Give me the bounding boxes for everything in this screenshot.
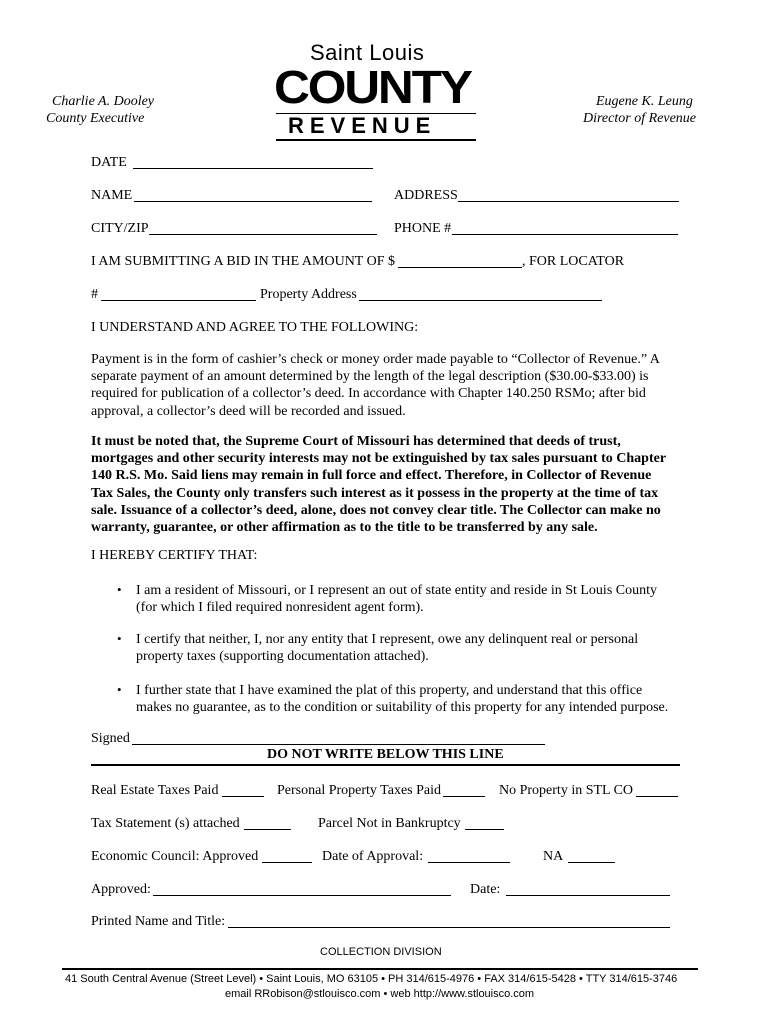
- approved-field[interactable]: [153, 895, 451, 896]
- name-field[interactable]: [134, 201, 372, 202]
- date-field[interactable]: [133, 168, 373, 169]
- printed-name-label: Printed Name and Title:: [91, 914, 226, 929]
- phone-label: PHONE #: [394, 221, 452, 236]
- logo-county: COUNTY: [274, 61, 471, 113]
- personal-property-field[interactable]: [443, 796, 485, 797]
- phone-field[interactable]: [452, 234, 678, 235]
- bullet-icon: •: [117, 631, 122, 646]
- date-of-approval-field[interactable]: [428, 862, 510, 863]
- na-field[interactable]: [568, 862, 615, 863]
- printed-name-field[interactable]: [228, 927, 670, 928]
- signature-field[interactable]: [132, 744, 545, 745]
- logo-saint-louis: Saint Louis: [310, 40, 425, 65]
- date-label: DATE: [91, 155, 127, 170]
- divider: [91, 764, 680, 766]
- logo-revenue: REVENUE: [288, 113, 437, 138]
- certify-item-plat: I further state that I have examined the plat of this property, and understand that this office makes no guarantee, as to the condition or suitability of this property for any intended purpose.: [136, 683, 669, 716]
- real-estate-field[interactable]: [222, 796, 264, 797]
- na-label: NA: [543, 849, 564, 864]
- payment-paragraph: Payment is in the form of cashier’s check or money order made payable to “Collector of Revenue.” A separate payment of an amount determined by the length of the legal description ($30.00-$33.00) is required for publication of a collector’s deed. In accordance with Chapter 140.250 RSMo; after bid approval, a collector’s deed will be recorded and issued.: [91, 352, 660, 419]
- tax-statement-label: Tax Statement (s) attached: [91, 816, 240, 831]
- property-address-label: Property Address: [260, 287, 357, 302]
- date-approved-field[interactable]: [506, 895, 670, 896]
- approved-label: Approved:: [91, 882, 151, 897]
- signed-label: Signed: [91, 731, 130, 746]
- no-property-field[interactable]: [636, 796, 678, 797]
- agree-heading: I UNDERSTAND AND AGREE TO THE FOLLOWING:: [91, 320, 419, 335]
- date-approved-label: Date:: [470, 882, 501, 897]
- name-label: NAME: [91, 188, 133, 203]
- certify-heading: I HEREBY CERTIFY THAT:: [91, 548, 258, 563]
- personal-property-label: Personal Property Taxes Paid: [277, 783, 442, 798]
- locator-hash: #: [91, 287, 98, 302]
- certify-item-residency: I am a resident of Missouri, or I represent an out of state entity and reside in St Louis County (for which I filed required nonresident agent form).: [136, 583, 658, 616]
- saint-louis-county-revenue-logo: [270, 40, 480, 145]
- footer-contact: email RRobison@stlouisco.com • web http://www.stlouisco.com: [225, 988, 535, 1000]
- locator-field[interactable]: [101, 300, 256, 301]
- property-address-field[interactable]: [359, 300, 602, 301]
- bullet-icon: •: [117, 682, 122, 697]
- address-field[interactable]: [458, 201, 679, 202]
- economic-council-label: Economic Council: Approved: [91, 849, 259, 864]
- director-title: Director of Revenue: [583, 111, 696, 126]
- address-label: ADDRESS: [394, 188, 458, 203]
- bid-amount-field[interactable]: [398, 267, 522, 268]
- certify-item-taxes: I certify that neither, I, nor any entity that I represent, owe any delinquent real or personal property taxes (supporting documentation attached).: [136, 632, 639, 665]
- county-executive-name: Charlie A. Dooley: [52, 94, 155, 109]
- parcel-field[interactable]: [465, 829, 504, 830]
- city-zip-label: CITY/ZIP: [91, 221, 149, 236]
- city-zip-field[interactable]: [149, 234, 377, 235]
- bid-amount-prefix: I AM SUBMITTING A BID IN THE AMOUNT OF $: [91, 254, 396, 269]
- no-property-label: No Property in STL CO: [499, 783, 634, 798]
- tax-statement-field[interactable]: [244, 829, 291, 830]
- logo-underline: [276, 139, 476, 141]
- do-not-write-heading: DO NOT WRITE BELOW THIS LINE: [267, 747, 504, 762]
- county-executive-title: County Executive: [46, 111, 145, 126]
- bid-amount-suffix: , FOR LOCATOR: [522, 254, 625, 269]
- director-name: Eugene K. Leung: [596, 94, 693, 109]
- economic-council-field[interactable]: [262, 862, 312, 863]
- collection-division: COLLECTION DIVISION: [320, 946, 442, 958]
- real-estate-label: Real Estate Taxes Paid: [91, 783, 219, 798]
- notice-paragraph: It must be noted that, the Supreme Court of Missouri has determined that deeds of trust, mortgages and other security interests may not be extinguished by tax sales pursuant to Chapter 140 R.S. Mo. Said liens may remain in full force and effect. Therefore, in Collector of Revenue Tax Sales, the County only transfers such interest as it possess in the property at the time of tax sale. Issuance of a collector’s deed, alone, does not convey clear title. The Collector can make no warranty, guarantee, or other affirmation as to the title to be transferred by any sale.: [91, 434, 666, 536]
- bullet-icon: •: [117, 582, 122, 597]
- footer-address: 41 South Central Avenue (Street Level) • Saint Louis, MO 63105 • PH 314/615-4976 • FAX 314/615-5428 • TTY 314/615-3746: [65, 973, 678, 985]
- footer-divider: [62, 968, 698, 970]
- parcel-label: Parcel Not in Bankruptcy: [318, 816, 461, 831]
- date-of-approval-label: Date of Approval:: [322, 849, 424, 864]
